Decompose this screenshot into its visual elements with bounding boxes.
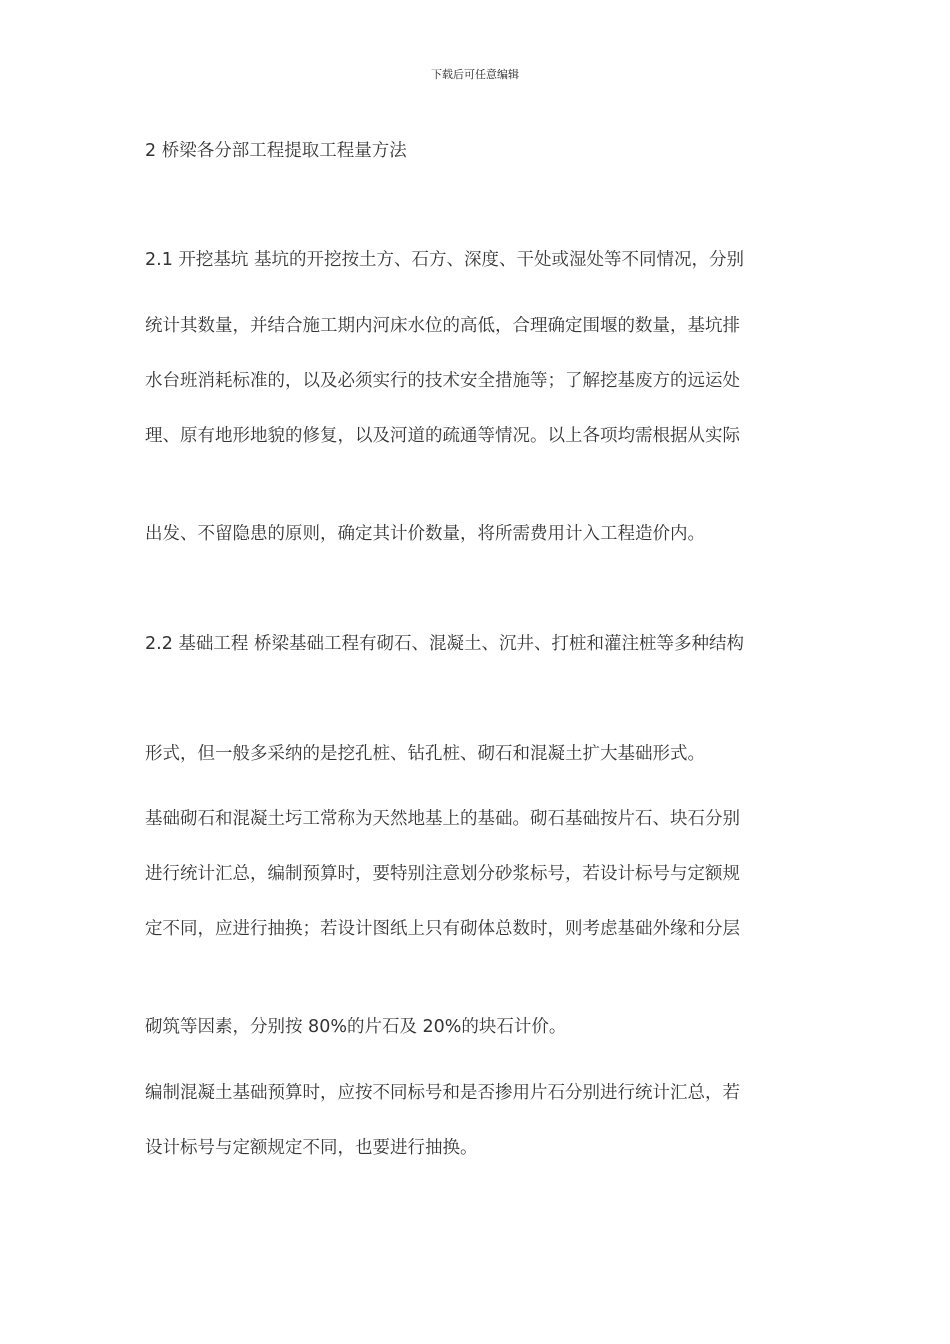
paragraph-line: 2.2 基础工程 桥梁基础工程有砌石、混凝土、沉井、打桩和灌注桩等多种结构 [145, 634, 744, 654]
paragraph-line: 水台班消耗标准的，以及必须实行的技术安全措施等；了解挖基废方的远运处 [145, 371, 740, 391]
paragraph-line: 2.1 开挖基坑 基坑的开挖按土方、石方、深度、干处或湿处等不同情况，分别 [145, 250, 744, 270]
paragraph-line: 定不同，应进行抽换；若设计图纸上只有砌体总数时，则考虑基础外缘和分层 [145, 919, 740, 939]
paragraph-line: 理、原有地形地貌的修复，以及河道的疏通等情况。以上各项均需根据从实际 [145, 426, 740, 446]
paragraph-line: 设计标号与定额规定不同，也要进行抽换。 [145, 1138, 478, 1158]
page-header-note: 下载后可任意编辑 [431, 68, 519, 81]
paragraph-line: 进行统计汇总，编制预算时，要特别注意划分砂浆标号，若设计标号与定额规 [145, 864, 740, 884]
section-heading: 2 桥梁各分部工程提取工程量方法 [145, 141, 407, 161]
paragraph-line: 砌筑等因素，分别按 80%的片石及 20%的块石计价。 [145, 1017, 567, 1037]
paragraph-line: 统计其数量，并结合施工期内河床水位的高低，合理确定围堰的数量，基坑排 [145, 316, 740, 336]
paragraph-line: 出发、不留隐患的原则，确定其计价数量，将所需费用计入工程造价内。 [145, 524, 705, 544]
paragraph-line: 形式，但一般多采纳的是挖孔桩、钻孔桩、砌石和混凝土扩大基础形式。 [145, 744, 705, 764]
paragraph-line: 编制混凝土基础预算时，应按不同标号和是否掺用片石分别进行统计汇总，若 [145, 1083, 740, 1103]
paragraph-line: 基础砌石和混凝土圬工常称为天然地基上的基础。砌石基础按片石、块石分别 [145, 809, 740, 829]
